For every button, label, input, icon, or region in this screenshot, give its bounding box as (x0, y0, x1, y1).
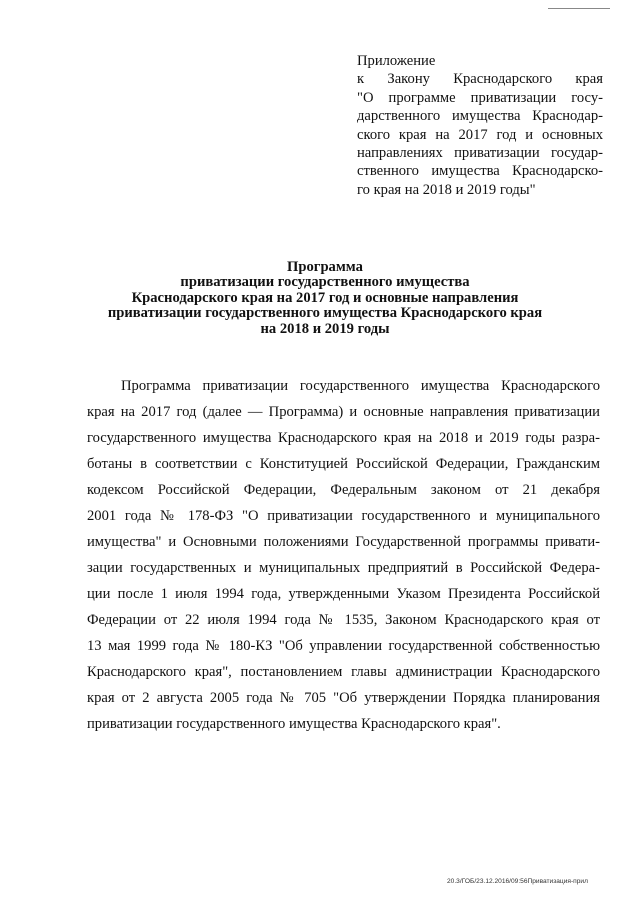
body-paragraph (87, 373, 600, 737)
paragraph-line: кодексом Российской Федерации, Федеральным законом от 21 декабря (87, 482, 600, 498)
paragraph-line: имущества" и Основными положениями Государственной программы привати- (87, 534, 600, 550)
footer-file-code: 20.3/ГОБ/23.12.2016/09:56Приватизация-прил (447, 878, 588, 885)
appendix-line: ского края на 2017 год и основных (357, 126, 603, 143)
paragraph-line: края от 2 августа 2005 года № 705 "Об утверждении Порядка планирования (87, 690, 600, 706)
paragraph-line: Краснодарского края", постановлением главы администрации Краснодарского (87, 664, 600, 680)
appendix-line: "О программе приватизации госу- (357, 89, 603, 106)
appendix-line: направлениях приватизации государ- (357, 145, 603, 162)
paragraph-line: ботаны в соответствии с Конституцией Российской Федерации, Гражданским (87, 456, 600, 472)
title-line: на 2018 и 2019 годы (260, 320, 390, 337)
paragraph-line: Федерации от 22 июля 1994 года № 1535, Законом Краснодарского края от (87, 612, 600, 628)
paragraph-line: государственного имущества Краснодарского края на 2018 и 2019 годы разра- (87, 430, 600, 446)
title-line: Программа (287, 259, 363, 275)
paragraph-line: приватизации государственного имущества Краснодарского края". (87, 716, 501, 732)
paragraph-line: Программа приватизации государственного имущества Краснодарского (121, 378, 600, 394)
appendix-heading: Приложение (357, 53, 436, 69)
paragraph-line: края на 2017 год (далее — Программа) и основные направления приватизации (87, 404, 600, 420)
paragraph-line: ции после 1 июля 1994 года, утвержденными Указом Президента Российской (87, 586, 600, 602)
appendix-line: дарственного имущества Краснодар- (357, 108, 603, 125)
paragraph-line: 13 мая 1999 года № 180-КЗ "Об управлении государственной собственностью (87, 638, 600, 654)
appendix-line: го края на 2018 и 2019 годы" (357, 181, 536, 198)
appendix-line: к Закону Краснодарского края (357, 71, 603, 88)
program-title (60, 260, 590, 337)
paragraph-line: зации государственных и муниципальных предприятий в Российской Федера- (87, 560, 600, 576)
title-line: приватизации государственного имущества (180, 274, 470, 291)
title-line: приватизации государственного имущества Краснодарского края (107, 305, 543, 322)
paragraph-line: 2001 года № 178-ФЗ "О приватизации государственного и муниципального (87, 508, 600, 524)
appendix-line: ственного имущества Краснодарско- (357, 163, 603, 180)
appendix-block (357, 52, 603, 199)
scan-corner-mark (548, 8, 610, 9)
title-line: Краснодарского края на 2017 год и основные направления (131, 289, 519, 306)
